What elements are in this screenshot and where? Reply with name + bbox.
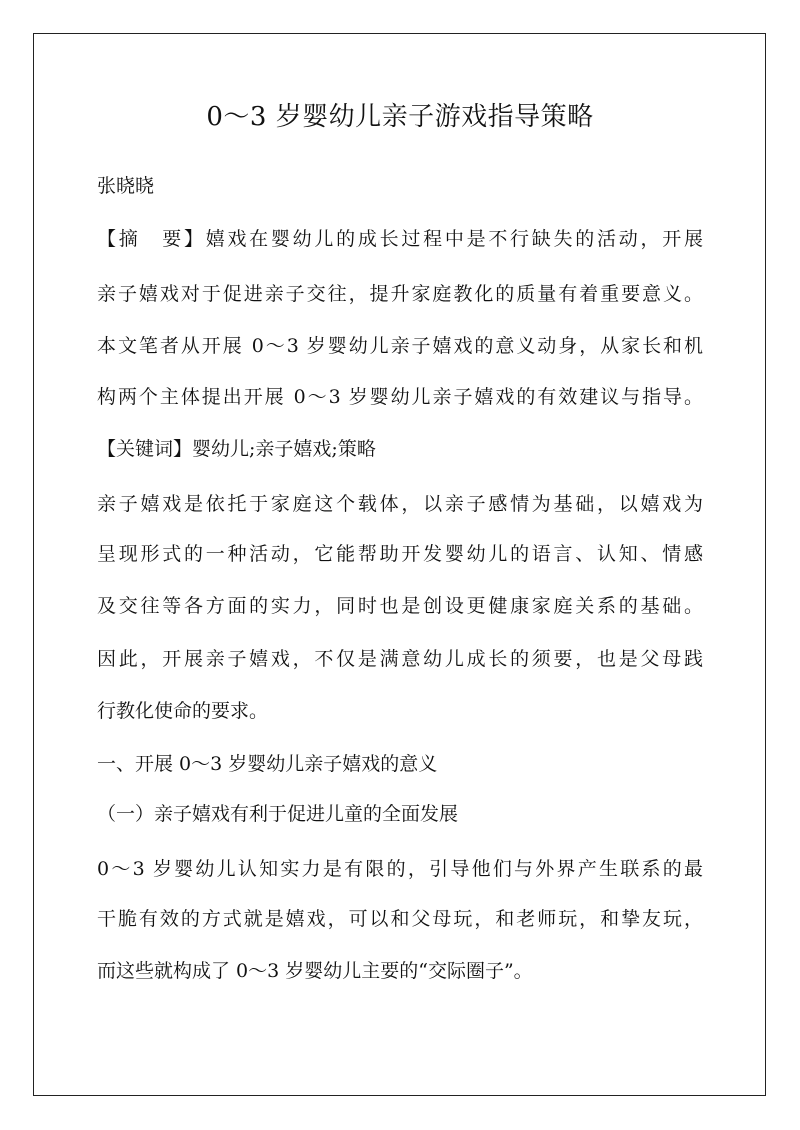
keywords-label: 【关键词】 bbox=[97, 438, 193, 460]
subsection-heading: （一）亲子嬉戏有利于促进儿童的全面发展 bbox=[97, 803, 459, 825]
abstract-line-1 bbox=[97, 225, 703, 253]
body-line-3: 而这些就构成了 0～3 岁婴幼儿主要的“交际圈子”。 bbox=[97, 960, 533, 982]
section-heading: 一、开展 0～3 岁婴幼儿亲子嬉戏的意义 bbox=[97, 753, 438, 775]
intro-line-2: 呈现形式的一种活动，它能帮助开发婴幼儿的语言、认知、情感 bbox=[97, 543, 703, 565]
author-name: 张晓晓 bbox=[97, 175, 155, 197]
intro-line-5: 行教化使命的要求。 bbox=[97, 700, 269, 722]
body-line-2: 干脆有效的方式就是嬉戏，可以和父母玩，和老师玩，和挚友玩， bbox=[97, 908, 703, 930]
abstract-line-4: 构两个主体提出开展 0～3 岁婴幼儿亲子嬉戏的有效建议与指导。 bbox=[97, 386, 703, 408]
intro-line-3: 及交往等各方面的实力，同时也是创设更健康家庭关系的基础。 bbox=[97, 595, 703, 617]
abstract-line-2: 亲子嬉戏对于促进亲子交往，提升家庭教化的质量有着重要意义。 bbox=[97, 283, 703, 305]
keywords-line bbox=[97, 435, 376, 463]
abstract-text: 嬉戏在婴幼儿的成长过程中是不行缺失的活动，开展 bbox=[205, 228, 703, 250]
abstract-label: 【摘 要】 bbox=[97, 228, 206, 250]
body-line-1: 0～3 岁婴幼儿认知实力是有限的，引导他们与外界产生联系的最 bbox=[97, 858, 703, 880]
document-title: 0～3 岁婴幼儿亲子游戏指导策略 bbox=[206, 102, 594, 132]
abstract-line-3: 本文笔者从开展 0～3 岁婴幼儿亲子嬉戏的意义动身，从家长和机 bbox=[97, 335, 703, 357]
keywords-text: 婴幼儿;亲子嬉戏;策略 bbox=[192, 438, 376, 460]
intro-line-1: 亲子嬉戏是依托于家庭这个载体，以亲子感情为基础，以嬉戏为 bbox=[97, 493, 703, 515]
intro-line-4: 因此，开展亲子嬉戏，不仅是满意幼儿成长的须要，也是父母践 bbox=[97, 648, 703, 670]
